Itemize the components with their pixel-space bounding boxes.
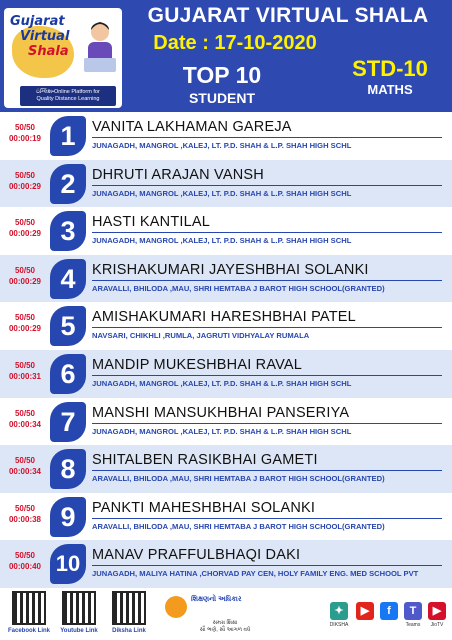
score-time: 50/50 00:00:38	[8, 503, 42, 524]
student-name: MANDIP MUKESHBHAI RAVAL	[92, 357, 303, 373]
student-name: DHRUTI ARAJAN VANSH	[92, 166, 264, 183]
divider	[92, 232, 442, 233]
logo-caption-line-1: ઇંગ્લિશ•Online Platform for	[36, 89, 100, 95]
student-row	[0, 207, 452, 255]
student-row	[0, 255, 452, 303]
divider	[92, 137, 442, 138]
student-label: STUDENT	[188, 90, 256, 106]
rank-badge: 6	[50, 354, 86, 394]
rank-badge: 3	[50, 211, 86, 251]
student-row	[0, 350, 452, 398]
rank-badge: 7	[50, 402, 86, 442]
rank-badge: 8	[50, 449, 86, 489]
student-row	[0, 398, 452, 446]
jiotv-icon[interactable]: ▶	[428, 602, 446, 620]
logo-caption	[20, 86, 116, 106]
samagra-shiksha-logo	[165, 594, 275, 634]
student-name: PANKTI MAHESHBHAI SOLANKI	[92, 499, 316, 516]
divider	[92, 565, 442, 566]
teams-label: Teams	[405, 622, 421, 628]
divider	[92, 185, 442, 186]
student-name: AMISHAKUMARI HARESHBHAI PATEL	[92, 309, 356, 326]
logo-line-2: Virtual	[20, 29, 70, 44]
standard-label: STD-10	[352, 56, 428, 81]
facebook-link-label[interactable]: Facebook Link	[7, 628, 50, 634]
facebook-qr-code[interactable]	[12, 591, 46, 625]
page-title: GUJARAT VIRTUAL SHALA	[147, 4, 429, 27]
score-time: 50/50 00:00:29	[8, 218, 42, 239]
score-time: 50/50 00:00:31	[8, 361, 42, 381]
school-info: JUNAGADH, MANGROL ,KALEJ, LT. P.D. SHAH & L.P. SHAH HIGH SCHL	[92, 141, 352, 150]
logo-line-3: Shala	[28, 44, 69, 59]
samagra-shiksha-icon	[165, 596, 187, 618]
student-ranking-list	[0, 112, 452, 588]
school-info: JUNAGADH, MANGROL ,KALEJ, LT. P.D. SHAH & L.P. SHAH HIGH SCHL	[92, 236, 352, 246]
student-row	[0, 302, 452, 350]
diksha-qr-code[interactable]	[112, 591, 146, 625]
student-row	[0, 493, 452, 541]
rte-title: શિક્ષણનો અધિકાર	[191, 596, 242, 603]
logo-line-1: Gujarat	[10, 14, 65, 29]
score-time: 50/50 00:00:29	[8, 313, 42, 334]
score-time: 50/50 00:00:19	[8, 123, 42, 143]
rank-badge: 2	[50, 164, 86, 204]
diksha-icon[interactable]: ✦	[330, 602, 348, 620]
facebook-icon[interactable]: f	[380, 602, 398, 620]
footer	[0, 588, 452, 640]
header-banner	[0, 0, 452, 112]
divider	[92, 375, 442, 376]
logo-wordmark	[10, 14, 90, 59]
score-time: 50/50 00:00:29	[8, 265, 42, 286]
rank-badge: 10	[50, 544, 86, 584]
rank-badge: 4	[50, 259, 86, 299]
youtube-icon[interactable]: ▶	[356, 602, 374, 620]
student-row	[0, 160, 452, 208]
student-name: MANSHI MANSUKHBHAI PANSERIYA	[92, 404, 350, 421]
diksha-link-label[interactable]: Diksha Link	[112, 628, 146, 634]
rank-badge: 9	[50, 497, 86, 537]
divider	[92, 518, 442, 519]
student-illustration-icon	[82, 18, 118, 78]
school-info: JUNAGADH, MANGROL ,KALEJ, LT. P.D. SHAH & L.P. SHAH HIGH SCHL	[92, 426, 352, 436]
student-row	[0, 540, 452, 588]
jiotv-label: JioTV	[430, 622, 444, 628]
school-info: JUNAGADH, MANGROL ,KALEJ, LT. P.D. SHAH & L.P. SHAH HIGH SCHL	[92, 188, 352, 198]
divider	[92, 423, 442, 424]
school-info: ARAVALLI, BHILODA ,MAU, SHRI HEMTABA J BAROT HIGH SCHOOL(GRANTED)	[92, 283, 385, 293]
rank-badge: 1	[50, 116, 86, 156]
divider	[92, 280, 442, 281]
school-info: NAVSARI, CHIKHLI ,RUMLA, JAGRUTI VIDHYALAY RUMALA	[92, 331, 310, 341]
rank-badge: 5	[50, 306, 86, 346]
score-time: 50/50 00:00:34	[8, 456, 42, 477]
school-info: ARAVALLI, BHILODA ,MAU, SHRI HEMTABA J BAROT HIGH SCHOOL(GRANTED)	[92, 474, 385, 484]
youtube-qr-code[interactable]	[62, 591, 96, 625]
divider	[92, 327, 442, 328]
student-name: SHITALBEN RASIKBHAI GAMETI	[92, 452, 318, 469]
score-time: 50/50 00:00:29	[8, 170, 42, 191]
student-name: KRISHAKUMARI JAYESHBHAI SOLANKI	[92, 261, 369, 278]
score-time: 50/50 00:00:40	[8, 551, 42, 572]
teams-icon[interactable]: T	[404, 602, 422, 620]
student-name: VANITA LAKHAMAN GAREJA	[92, 119, 292, 135]
youtube-link-label[interactable]: Youtube Link	[60, 628, 98, 634]
top-10-label: TOP 10	[182, 62, 262, 88]
student-row	[0, 445, 452, 493]
student-row	[0, 112, 452, 160]
subject-label: MATHS	[367, 82, 413, 97]
student-name: MANAV PRAFFULBHAQI DAKI	[92, 547, 301, 564]
diksha-label: DIKSHA	[329, 622, 349, 628]
school-info: JUNAGADH, MANGROL ,KALEJ, LT. P.D. SHAH & L.P. SHAH HIGH SCHL	[92, 379, 352, 388]
date-label: Date : 17-10-2020	[153, 32, 317, 54]
school-info: JUNAGADH, MALIYA HATINA ,CHORVAD PAY CEN, HOLY FAMILY ENG. MED SCHOOL PVT	[92, 569, 419, 579]
divider	[92, 470, 442, 471]
samagra-shiksha-caption: સમગ્ર શિક્ષા સૌ ભણે, સૌ આગળ વધે	[199, 620, 251, 633]
score-time: 50/50 00:00:34	[8, 408, 42, 429]
school-info: ARAVALLI, BHILODA ,MAU, SHRI HEMTABA J BAROT HIGH SCHOOL(GRANTED)	[92, 521, 385, 531]
gujarat-virtual-shala-logo	[4, 8, 122, 108]
logo-caption-line-2: Quality Distance Learning	[36, 96, 100, 102]
student-name: HASTI KANTILAL	[92, 214, 211, 231]
